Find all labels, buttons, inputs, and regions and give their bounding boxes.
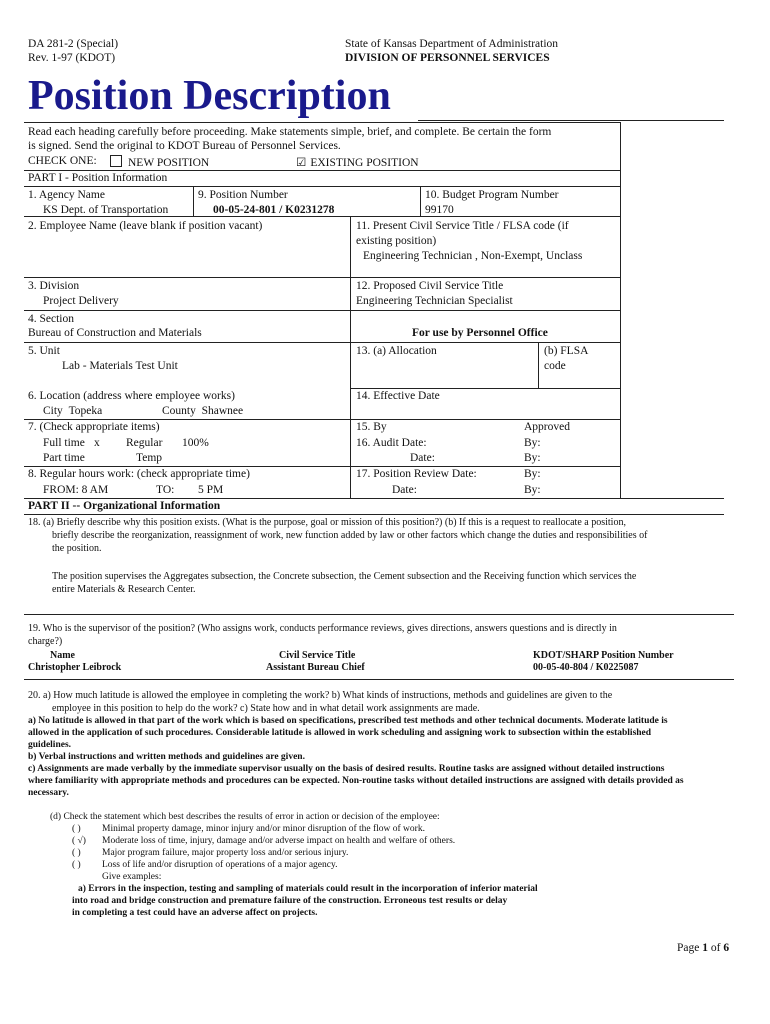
- a20c-line-2: where familiarity with appropriate methods and procedures can be expected. Non-routine tasks without detailed instructions are assigned with details provided as: [28, 776, 684, 786]
- rule: [24, 466, 620, 467]
- rule: [24, 186, 620, 187]
- page-total: 6: [723, 942, 730, 954]
- page-of: of: [710, 942, 721, 954]
- review-by-label: By:: [524, 468, 541, 480]
- option-3-mark[interactable]: ( ): [72, 848, 81, 858]
- page-title: Position Description: [28, 73, 391, 119]
- option-2-text: Moderate loss of time, injury, damage and/or adverse impact on health and welfare of others.: [102, 836, 456, 846]
- form-right-border: [620, 122, 621, 498]
- approved-label: Approved: [524, 421, 570, 433]
- division-value: Project Delivery: [43, 295, 119, 307]
- county-line: [162, 405, 243, 417]
- q20-line-1: 20. a) How much latitude is allowed the employee in completing the work? b) What kinds of instructions, methods and guidelines are given to the: [28, 690, 613, 701]
- county-value: Shawnee: [201, 405, 244, 417]
- hours-from: FROM: 8 AM: [43, 484, 109, 496]
- q19-line-1: 19. Who is the supervisor of the position? (Who assigns work, conducts performance reviews, gives directions, answers questions and is directly in: [28, 623, 617, 634]
- unit-value: Lab - Materials Test Unit: [62, 360, 178, 372]
- rule: [24, 216, 620, 217]
- agency-name-value: KS Dept. of Transportation: [43, 204, 169, 216]
- proposed-title-value: Engineering Technician Specialist: [356, 295, 513, 307]
- q18-line-1: 18. (a) Briefly describe why this position exists. (What is the purpose, goal or mission of this position?) (b) If this is a request to reallocate a position,: [28, 517, 626, 528]
- example-line-2: into road and bridge construction and premature failure of the construction. Erroneous test results or delay: [72, 896, 508, 906]
- hours-to-label: TO:: [156, 484, 175, 496]
- regular-percent: 100%: [182, 437, 209, 449]
- section-label: 4. Section: [28, 313, 74, 325]
- allocation-label: 13. (a) Allocation: [356, 345, 437, 357]
- form-revision: Rev. 1-97 (KDOT): [28, 52, 116, 64]
- audit-by-label-2: By:: [524, 452, 541, 464]
- new-position-option[interactable]: [110, 155, 209, 169]
- divider: [193, 186, 194, 216]
- civil-title-label: 11. Present Civil Service Title / FLSA code (if: [356, 220, 569, 232]
- rule: [24, 310, 620, 311]
- audit-date-sublabel: Date:: [410, 452, 435, 464]
- example-line-3: in completing a test could have an adverse affect on projects.: [72, 908, 318, 918]
- check-items-label: 7. (Check appropriate items): [28, 421, 160, 433]
- q18-line-2: briefly describe the reorganization, reassignment of work, new function added by law or other factors which change the duties and responsibilities of: [52, 530, 648, 541]
- rule: [24, 342, 620, 343]
- budget-program-label: 10. Budget Program Number: [425, 189, 559, 201]
- rule: [24, 514, 724, 515]
- a20a-line-3: guidelines.: [28, 740, 72, 750]
- supervisor-name-label: Name: [50, 650, 75, 661]
- part-time-label: Part time: [43, 452, 85, 464]
- city-line: [43, 405, 102, 417]
- divider: [420, 186, 421, 216]
- column-divider: [350, 216, 351, 498]
- q18-line-3: the position.: [52, 543, 102, 554]
- option-4-mark[interactable]: ( ): [72, 860, 81, 870]
- rule: [350, 388, 620, 389]
- supervisor-title-label: Civil Service Title: [279, 650, 356, 661]
- example-line-1: a) Errors in the inspection, testing and sampling of materials could result in the incorporation of inferior material: [78, 884, 538, 894]
- supervisor-position-number: 00-05-40-804 / K0225087: [533, 662, 639, 673]
- employee-name-label: 2. Employee Name (leave blank if position vacant): [28, 220, 263, 232]
- civil-title-label-2: existing position): [356, 235, 437, 247]
- rule: [24, 170, 620, 171]
- position-number-value: 00-05-24-801 / K0231278: [213, 204, 335, 216]
- hours-to-value: 5 PM: [198, 484, 224, 496]
- position-number-label: 9. Position Number: [198, 189, 288, 201]
- option-1-mark[interactable]: ( ): [72, 824, 81, 834]
- new-position-label: NEW POSITION: [128, 157, 210, 169]
- a20c-line-3: necessary.: [28, 788, 69, 798]
- flsa-label: (b) FLSA: [544, 345, 589, 357]
- a20a-line-1: a) No latitude is allowed in that part of the work which is based on specifications, prescribed test methods and other technical documents. Moderate latitude is: [28, 716, 668, 726]
- supervisor-name: Christopher Leibrock: [28, 662, 122, 673]
- budget-program-value: 99170: [425, 204, 454, 216]
- check-one-label: CHECK ONE:: [28, 155, 97, 167]
- city-value: Topeka: [68, 405, 103, 417]
- examples-label: Give examples:: [102, 872, 162, 882]
- rule: [24, 679, 734, 680]
- part1-heading: PART I - Position Information: [28, 172, 168, 184]
- divider: [538, 342, 539, 388]
- review-by-label-2: By:: [524, 484, 541, 496]
- agency-header: State of Kansas Department of Administration: [345, 38, 559, 50]
- agency-name-label: 1. Agency Name: [28, 189, 105, 201]
- a18-line-2: entire Materials & Research Center.: [52, 584, 196, 595]
- title-rule: [418, 120, 724, 121]
- q19-line-2: charge?): [28, 636, 63, 647]
- supervisor-title: Assistant Bureau Chief: [266, 662, 365, 673]
- regular-label: Regular: [126, 437, 163, 449]
- d-intro: (d) Check the statement which best describes the results of error in action or decision of the employee:: [50, 812, 440, 822]
- division-label: 3. Division: [28, 280, 80, 292]
- audit-date-label: 16. Audit Date:: [356, 437, 427, 449]
- civil-title-value: Engineering Technician , Non-Exempt, Unclass: [363, 250, 583, 262]
- review-date-sublabel: Date:: [392, 484, 417, 496]
- temp-label: Temp: [136, 452, 163, 464]
- option-2-mark[interactable]: ( √): [72, 836, 86, 846]
- page-prefix: Page: [677, 942, 700, 954]
- hours-label: 8. Regular hours work: (check appropriate time): [28, 468, 250, 480]
- page-number: [677, 942, 729, 954]
- a20b: b) Verbal instructions and written methods and guidelines are given.: [28, 752, 305, 762]
- new-position-checkbox[interactable]: [110, 155, 122, 167]
- a20c-line-1: c) Assignments are made verbally by the immediate supervisor usually on the basis of desired results. Routine tasks are assigned without detailed instructions: [28, 764, 665, 774]
- location-label: 6. Location (address where employee works): [28, 390, 235, 402]
- full-time-mark[interactable]: x: [94, 437, 100, 449]
- rule: [24, 498, 724, 499]
- by-label: 15. By: [356, 421, 387, 433]
- page-current: 1: [702, 942, 708, 954]
- rule: [24, 419, 620, 420]
- rule: [24, 614, 734, 615]
- audit-by-label: By:: [524, 437, 541, 449]
- existing-position-label: EXISTING POSITION: [310, 157, 419, 169]
- effective-date-label: 14. Effective Date: [356, 390, 440, 402]
- existing-position-option[interactable]: [296, 155, 419, 169]
- flsa-label-2: code: [544, 360, 566, 372]
- option-3-text: Major program failure, major property loss and/or serious injury.: [102, 848, 349, 858]
- proposed-title-label: 12. Proposed Civil Service Title: [356, 280, 504, 292]
- section-value: Bureau of Construction and Materials: [28, 327, 202, 339]
- intro-line-2: is signed. Send the original to KDOT Bureau of Personnel Services.: [28, 140, 341, 152]
- form-top-border: [24, 122, 620, 123]
- supervisor-position-label: KDOT/SHARP Position Number: [533, 650, 674, 661]
- a18-line-1: The position supervises the Aggregates subsection, the Concrete subsection, the Cement subsection and the Receiving function which services the: [52, 571, 637, 582]
- part2-heading: PART II -- Organizational Information: [28, 500, 221, 512]
- county-label: County: [162, 405, 196, 417]
- review-date-label: 17. Position Review Date:: [356, 468, 477, 480]
- intro-line-1: Read each heading carefully before proceeding. Make statements simple, brief, and complete. Be certain the form: [28, 126, 552, 138]
- unit-label: 5. Unit: [28, 345, 60, 357]
- city-label: City: [43, 405, 63, 417]
- option-4-text: Loss of life and/or disruption of operations of a major agency.: [102, 860, 338, 870]
- q20-line-2: employee in this position to help do the work? c) State how and in what detail work assignments are made.: [52, 703, 480, 714]
- rule: [24, 277, 620, 278]
- form-id: DA 281-2 (Special): [28, 38, 119, 50]
- existing-position-checkbox[interactable]: ☑: [296, 157, 307, 169]
- division-header: DIVISION OF PERSONNEL SERVICES: [345, 52, 550, 64]
- a20a-line-2: allowed in the application of such procedures. Considerable latitude is allowed in work scheduling and assigning work to subsection within the established: [28, 728, 652, 738]
- full-time-label: Full time: [43, 437, 85, 449]
- option-1-text: Minimal property damage, minor injury and/or minor disruption of the flow of work.: [102, 824, 425, 834]
- personnel-office-heading: For use by Personnel Office: [412, 327, 548, 339]
